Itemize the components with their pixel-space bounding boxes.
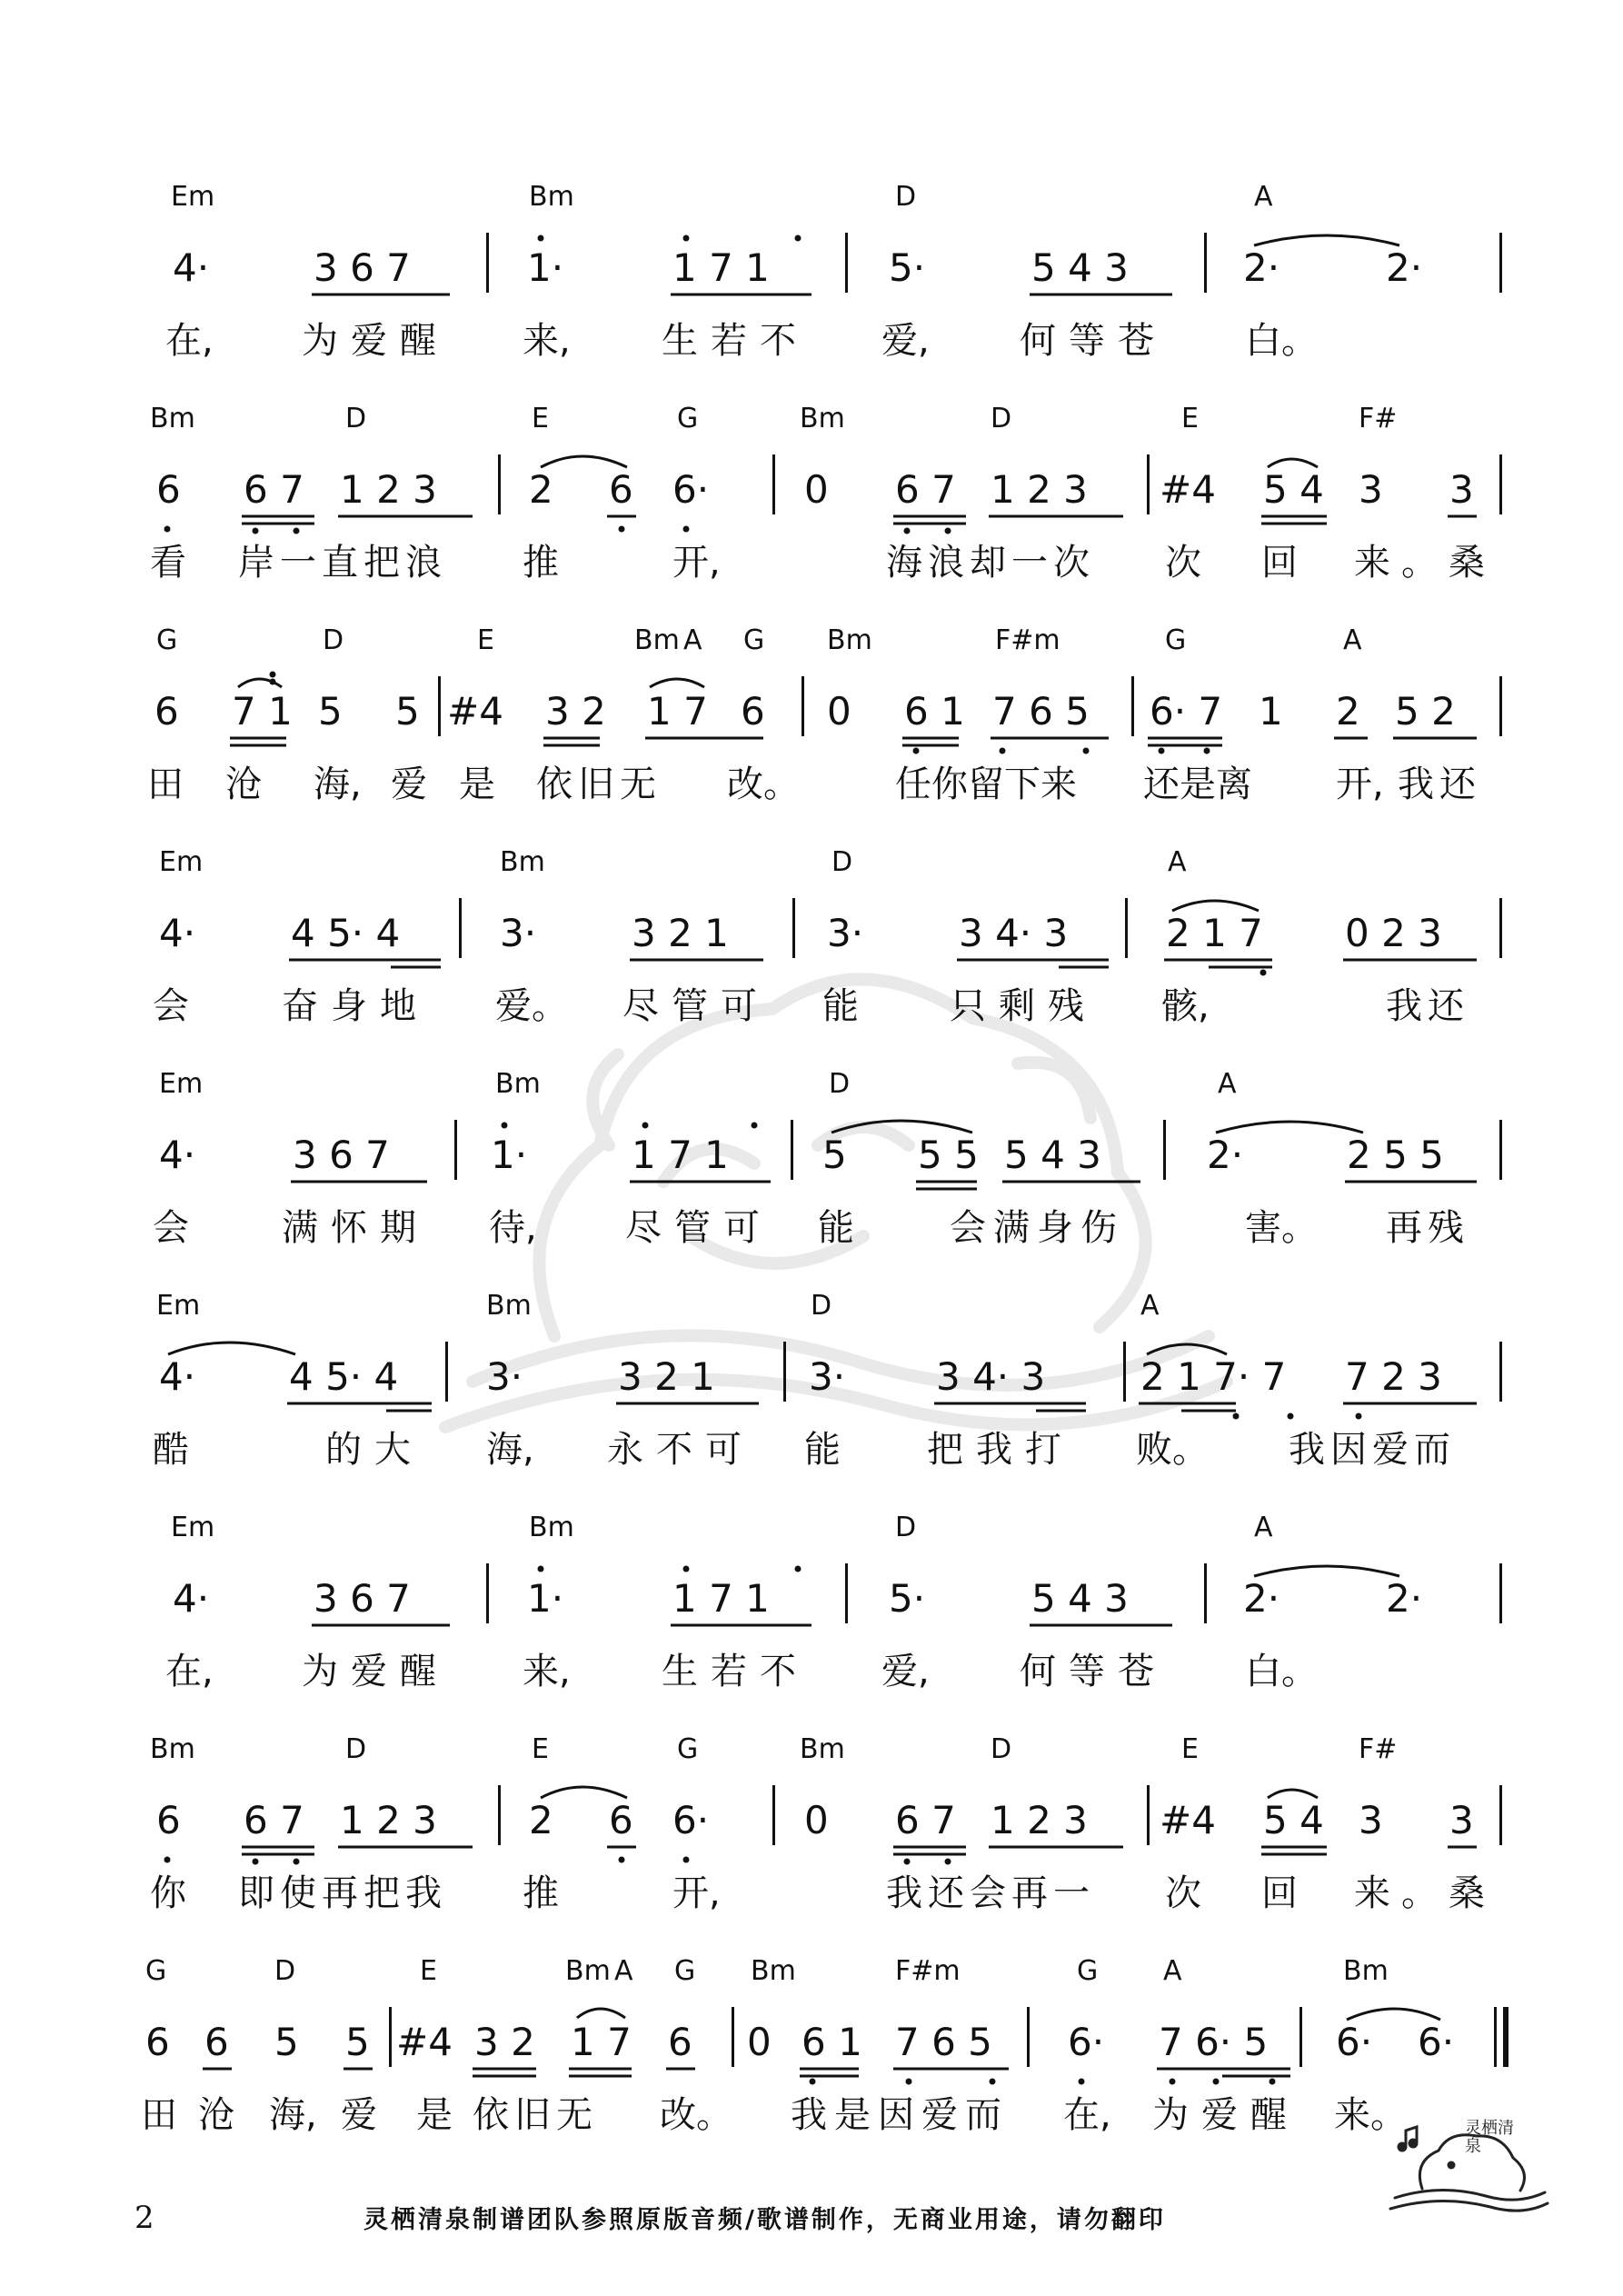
lyric-segment: 我是因爱而 bbox=[791, 2094, 1009, 2136]
chord-label: A bbox=[1254, 181, 1273, 213]
note-group: 6 bbox=[204, 2020, 229, 2064]
note-group: 4 5· 4 bbox=[291, 911, 401, 955]
notation-marks bbox=[0, 458, 1623, 540]
note-group: 4· bbox=[159, 911, 196, 955]
lyric-segment: 爱, bbox=[881, 1651, 930, 1692]
note-group: 5 bbox=[274, 2020, 299, 2064]
note-group: 5 5 bbox=[918, 1133, 979, 1177]
lyric-segment: 次 bbox=[1165, 1872, 1201, 1914]
lyric-segment: 酷 bbox=[153, 1429, 189, 1471]
note-group: 4· bbox=[173, 245, 210, 290]
chord-label: D bbox=[831, 846, 853, 878]
note-group: 5 4 bbox=[1263, 1798, 1324, 1842]
notation-line bbox=[0, 236, 1623, 318]
chord-label: D bbox=[895, 181, 917, 213]
lyric-segment: 还是离 bbox=[1143, 764, 1252, 805]
lyric-segment: 来, bbox=[523, 320, 571, 362]
score-row-8 bbox=[0, 1734, 1623, 1956]
lyric-segment: 即使再把我 bbox=[238, 1872, 447, 1914]
score-row-4 bbox=[0, 847, 1623, 1069]
chord-label: Bm bbox=[150, 1733, 195, 1765]
chord-label: D bbox=[274, 1955, 296, 1987]
lyric-segment: 推 bbox=[523, 542, 559, 584]
note-group: 6 bbox=[145, 2020, 170, 2064]
notation-marks bbox=[0, 2011, 1623, 2092]
note-group: 1 7 1 bbox=[632, 1133, 729, 1177]
lyric-segment: 白。 bbox=[1245, 320, 1318, 362]
lyric-segment: 爱 bbox=[391, 764, 427, 805]
note-group: 6 7 bbox=[895, 467, 956, 512]
chord-label: E bbox=[477, 624, 494, 656]
note-group: 1 bbox=[1259, 689, 1283, 734]
note-group: 5· bbox=[889, 1576, 926, 1621]
lyric-segment: 只剩残 bbox=[950, 985, 1097, 1027]
lyric-segment: 沧 bbox=[198, 2094, 234, 2136]
note-group: 2 bbox=[529, 1798, 553, 1842]
note-group: 1 7 bbox=[647, 689, 708, 734]
note-group: 7 6 5 bbox=[895, 2020, 992, 2064]
note-group: 6 7 bbox=[244, 467, 304, 512]
note-group: 1 2 3 bbox=[340, 1798, 437, 1842]
chord-label: D bbox=[323, 624, 344, 656]
lyric-segment: 爱。 bbox=[495, 985, 568, 1027]
notation-line bbox=[0, 680, 1623, 762]
note-group: 5 bbox=[395, 689, 420, 734]
note-group: 2· bbox=[1386, 245, 1423, 290]
note-group: 6· bbox=[1336, 2020, 1373, 2064]
notation-marks bbox=[0, 1345, 1623, 1427]
chord-label: Em bbox=[159, 1068, 204, 1100]
lyric-segment: 开, bbox=[672, 542, 721, 584]
chord-label: D bbox=[895, 1512, 917, 1543]
note-group: 3 bbox=[1449, 1798, 1474, 1842]
lyric-segment: 推 bbox=[523, 1872, 559, 1914]
lyric-segment: 何等苍 bbox=[1020, 320, 1167, 362]
lyric-segment: 为爱醒 bbox=[1152, 2094, 1299, 2136]
lyric-segment: 能 bbox=[822, 985, 859, 1027]
lyric-segment: 来。 bbox=[1334, 2094, 1407, 2136]
lyric-segment: 任你留下来 bbox=[895, 764, 1077, 805]
lyric-segment: 田 bbox=[147, 764, 184, 805]
chord-label: Em bbox=[159, 846, 204, 878]
chord-label: F#m bbox=[895, 1955, 961, 1987]
note-group: 5 4 3 bbox=[1031, 1576, 1129, 1621]
score-row-3 bbox=[0, 625, 1623, 847]
lyric-segment: 我还会再一 bbox=[886, 1872, 1095, 1914]
note-group: 6 7 bbox=[895, 1798, 956, 1842]
note-group: 6 bbox=[609, 467, 633, 512]
lyric-segment: 我还 bbox=[1386, 985, 1469, 1027]
note-group: 1 7 1 bbox=[672, 1576, 770, 1621]
chord-label: E bbox=[532, 1733, 549, 1765]
note-group: 5 4 3 bbox=[1031, 245, 1129, 290]
lyric-segment: 何等苍 bbox=[1020, 1651, 1167, 1692]
chord-label: D bbox=[345, 1733, 367, 1765]
note-group: 2· bbox=[1243, 1576, 1280, 1621]
note-group: 5 bbox=[345, 2020, 370, 2064]
note-group: 5 bbox=[318, 689, 343, 734]
lyric-segment: 你 bbox=[150, 1872, 186, 1914]
chord-label: G bbox=[156, 624, 178, 656]
note-group: 2· bbox=[1207, 1133, 1244, 1177]
note-group: 6 1 bbox=[802, 2020, 862, 2064]
score-row-2 bbox=[0, 404, 1623, 625]
lyric-segment: 来。桑 bbox=[1354, 1872, 1496, 1914]
lyric-segment: 能 bbox=[804, 1429, 841, 1471]
score-row-5 bbox=[0, 1069, 1623, 1291]
chord-label: Bm bbox=[565, 1955, 611, 1987]
note-group: 2 1 7· 7 bbox=[1140, 1354, 1287, 1399]
lyric-segment: 在, bbox=[165, 1651, 214, 1692]
note-group: 3· bbox=[827, 911, 864, 955]
note-group: 3 2 bbox=[545, 689, 606, 734]
chord-label: Bm bbox=[529, 181, 574, 213]
chord-label: F#m bbox=[995, 624, 1060, 656]
note-group: 6· bbox=[672, 467, 710, 512]
note-group: 3 bbox=[1449, 467, 1474, 512]
lyric-segment: 尽管可 bbox=[625, 1207, 772, 1249]
chord-label: A bbox=[614, 1955, 633, 1987]
chord-label: A bbox=[1218, 1068, 1237, 1100]
chord-label: Bm bbox=[486, 1290, 532, 1322]
note-group: 2 5 5 bbox=[1347, 1133, 1444, 1177]
note-group: 3 4· 3 bbox=[936, 1354, 1046, 1399]
chord-label: A bbox=[683, 624, 702, 656]
lyric-segment: 生若不 bbox=[662, 320, 809, 362]
lyric-segment: 为爱醒 bbox=[302, 320, 449, 362]
note-group: 4· bbox=[159, 1133, 196, 1177]
note-group: 6 bbox=[154, 689, 179, 734]
lyric-segment: 败。 bbox=[1136, 1429, 1209, 1471]
chord-label: Bm bbox=[634, 624, 680, 656]
notation-marks bbox=[0, 1789, 1623, 1871]
note-group: 1 2 3 bbox=[991, 467, 1088, 512]
note-group: 3 2 bbox=[474, 2020, 535, 2064]
chord-label: E bbox=[420, 1955, 437, 1987]
notation-line bbox=[0, 902, 1623, 983]
lyric-segment: 白。 bbox=[1245, 1651, 1318, 1692]
chord-label: Bm bbox=[800, 403, 845, 434]
chord-label: A bbox=[1168, 846, 1187, 878]
lyric-segment: 来。桑 bbox=[1354, 542, 1496, 584]
lyric-segment: 依旧无 bbox=[473, 2094, 598, 2136]
note-group: 3 2 1 bbox=[618, 1354, 715, 1399]
note-group: 4· bbox=[159, 1354, 196, 1399]
note-group: 0 bbox=[747, 2020, 772, 2064]
footer-credit: 灵栖清泉制谱团队参照原版音频/歌谱制作，无商业用途，请勿翻印 bbox=[363, 2206, 1166, 2234]
chord-label: Em bbox=[171, 181, 215, 213]
note-group: 7 2 3 bbox=[1345, 1354, 1442, 1399]
chord-label: G bbox=[674, 1955, 696, 1987]
score-row-7 bbox=[0, 1512, 1623, 1734]
chord-label: F# bbox=[1359, 403, 1398, 434]
lyric-segment: 改。 bbox=[660, 2094, 732, 2136]
score-row-1 bbox=[0, 182, 1623, 404]
lyric-segment: 岸一直把浪 bbox=[238, 542, 447, 584]
chord-label: F# bbox=[1359, 1733, 1398, 1765]
note-group: 6 1 bbox=[904, 689, 965, 734]
chord-label: E bbox=[1181, 1733, 1199, 1765]
chord-label: Bm bbox=[150, 403, 195, 434]
lyric-segment: 回 bbox=[1261, 542, 1298, 584]
corner-logo-text: 灵栖清泉 bbox=[1465, 2119, 1514, 2156]
lyric-segment: 次 bbox=[1165, 542, 1201, 584]
note-group: 6· 7 bbox=[1150, 689, 1223, 734]
lyric-segment: 是 bbox=[459, 764, 495, 805]
note-group: 2· bbox=[1243, 245, 1280, 290]
note-group: 6 bbox=[609, 1798, 633, 1842]
lyric-segment: 来, bbox=[523, 1651, 571, 1692]
chord-label: D bbox=[345, 403, 367, 434]
lyric-segment: 尽管可 bbox=[622, 985, 770, 1027]
note-group: 1 7 bbox=[571, 2020, 632, 2064]
note-group: 6 bbox=[668, 2020, 692, 2064]
lyric-segment: 我因爱而 bbox=[1289, 1429, 1456, 1471]
note-group: 3 bbox=[1359, 1798, 1383, 1842]
notation-marks bbox=[0, 902, 1623, 983]
chord-label: Bm bbox=[827, 624, 872, 656]
notation-line bbox=[0, 1789, 1623, 1871]
page-number: 2 bbox=[134, 2200, 154, 2236]
note-group: 7 6 5 bbox=[992, 689, 1090, 734]
lyric-segment: 为爱醒 bbox=[302, 1651, 449, 1692]
lyric-segment: 会满身伤 bbox=[950, 1207, 1124, 1249]
chord-label: Bm bbox=[500, 846, 545, 878]
score-row-6 bbox=[0, 1291, 1623, 1512]
note-group: 6 bbox=[156, 1798, 181, 1842]
notation-marks bbox=[0, 236, 1623, 318]
note-group: 3 bbox=[1359, 467, 1383, 512]
note-group: 1 7 1 bbox=[672, 245, 770, 290]
notation-line bbox=[0, 1345, 1623, 1427]
lyric-segment: 把我打 bbox=[927, 1429, 1074, 1471]
notation-marks bbox=[0, 1123, 1623, 1205]
lyric-segment: 再残 bbox=[1386, 1207, 1469, 1249]
chord-label: D bbox=[829, 1068, 851, 1100]
note-group: 4 5· 4 bbox=[289, 1354, 399, 1399]
lyric-segment: 开, bbox=[1336, 764, 1384, 805]
lyric-segment: 沧 bbox=[225, 764, 262, 805]
note-group: 3 2 1 bbox=[632, 911, 729, 955]
lyric-segment: 永不可 bbox=[607, 1429, 754, 1471]
note-group: 3· bbox=[809, 1354, 846, 1399]
note-group: 5 bbox=[822, 1133, 847, 1177]
chord-label: G bbox=[677, 403, 699, 434]
note-group: 1· bbox=[527, 245, 564, 290]
lyric-segment: 爱, bbox=[881, 320, 930, 362]
lyric-segment: 依旧无 bbox=[536, 764, 662, 805]
chord-label: Bm bbox=[1343, 1955, 1389, 1987]
note-group: 6 7 bbox=[244, 1798, 304, 1842]
chord-label: D bbox=[991, 403, 1012, 434]
note-group: 7 1 bbox=[232, 689, 293, 734]
note-group: 3· bbox=[486, 1354, 523, 1399]
note-group: 6 bbox=[741, 689, 765, 734]
note-group: 3 6 7 bbox=[314, 1576, 411, 1621]
notation-line bbox=[0, 458, 1623, 540]
chord-label: G bbox=[743, 624, 765, 656]
note-group: 5 4 bbox=[1263, 467, 1324, 512]
note-group: 3 6 7 bbox=[314, 245, 411, 290]
lyric-segment: 回 bbox=[1261, 1872, 1298, 1914]
note-group: #4 bbox=[1160, 1798, 1216, 1842]
note-group: 3 6 7 bbox=[293, 1133, 390, 1177]
note-group: 0 bbox=[804, 467, 829, 512]
chord-label: G bbox=[677, 1733, 699, 1765]
chord-label: Bm bbox=[529, 1512, 574, 1543]
note-group: 3 4· 3 bbox=[959, 911, 1069, 955]
note-group: 1 2 3 bbox=[340, 467, 437, 512]
note-group: 6· bbox=[1068, 2020, 1105, 2064]
note-group: 0 2 3 bbox=[1345, 911, 1442, 955]
note-group: 3· bbox=[500, 911, 537, 955]
note-group: 6 bbox=[156, 467, 181, 512]
lyric-segment: 奋身地 bbox=[282, 985, 429, 1027]
note-group: 4· bbox=[173, 1576, 210, 1621]
note-group: 1 2 3 bbox=[991, 1798, 1088, 1842]
notation-line bbox=[0, 2011, 1623, 2092]
note-group: 2 bbox=[1336, 689, 1360, 734]
chord-label: D bbox=[811, 1290, 832, 1322]
lyric-segment: 能 bbox=[818, 1207, 854, 1249]
chord-label: Em bbox=[156, 1290, 201, 1322]
note-group: 2 bbox=[529, 467, 553, 512]
lyric-segment: 会 bbox=[153, 985, 189, 1027]
note-group: #4 bbox=[1160, 467, 1216, 512]
note-group: #4 bbox=[447, 689, 503, 734]
note-group: #4 bbox=[396, 2020, 453, 2064]
lyric-segment: 满怀期 bbox=[282, 1207, 429, 1249]
lyric-segment: 海浪却一次 bbox=[886, 542, 1095, 584]
note-group: 7 6· 5 bbox=[1159, 2020, 1269, 2064]
note-group: 1· bbox=[491, 1133, 528, 1177]
chord-label: Em bbox=[171, 1512, 215, 1543]
note-group: 1· bbox=[527, 1576, 564, 1621]
chord-label: Bm bbox=[751, 1955, 796, 1987]
notation-line bbox=[0, 1567, 1623, 1649]
chord-label: A bbox=[1163, 1955, 1182, 1987]
lyric-segment: 骸, bbox=[1161, 985, 1210, 1027]
note-group: 5· bbox=[889, 245, 926, 290]
lyric-segment: 我还 bbox=[1398, 764, 1481, 805]
chord-label: Bm bbox=[800, 1733, 845, 1765]
lyric-segment: 爱 bbox=[341, 2094, 377, 2136]
lyric-segment: 在, bbox=[165, 320, 214, 362]
lyric-segment: 改。 bbox=[727, 764, 800, 805]
chord-label: A bbox=[1254, 1512, 1273, 1543]
lyric-segment: 海, bbox=[314, 764, 362, 805]
notation-line bbox=[0, 1123, 1623, 1205]
lyric-segment: 生若不 bbox=[662, 1651, 809, 1692]
chord-label: A bbox=[1343, 624, 1362, 656]
lyric-segment: 海, bbox=[486, 1429, 534, 1471]
notation-marks bbox=[0, 680, 1623, 762]
lyric-segment: 田 bbox=[141, 2094, 177, 2136]
lyric-segment: 待, bbox=[489, 1207, 537, 1249]
lyric-segment: 会 bbox=[153, 1207, 189, 1249]
note-group: 6· bbox=[1418, 2020, 1455, 2064]
chord-label: E bbox=[1181, 403, 1199, 434]
chord-label: D bbox=[991, 1733, 1012, 1765]
note-group: 2· bbox=[1386, 1576, 1423, 1621]
note-group: 6· bbox=[672, 1798, 710, 1842]
chord-label: G bbox=[1077, 1955, 1099, 1987]
note-group: 0 bbox=[827, 689, 851, 734]
note-group: 2 1 7 bbox=[1166, 911, 1263, 955]
chord-label: G bbox=[145, 1955, 167, 1987]
note-group: 5 4 3 bbox=[1004, 1133, 1101, 1177]
lyric-segment: 的大 bbox=[325, 1429, 423, 1471]
notation-marks bbox=[0, 1567, 1623, 1649]
chord-label: G bbox=[1165, 624, 1187, 656]
lyric-segment: 开, bbox=[672, 1872, 721, 1914]
lyric-segment: 在, bbox=[1063, 2094, 1111, 2136]
chord-label: A bbox=[1140, 1290, 1160, 1322]
chord-label: E bbox=[532, 403, 549, 434]
lyric-segment: 海, bbox=[269, 2094, 317, 2136]
note-group: 5 2 bbox=[1395, 689, 1456, 734]
lyric-segment: 看 bbox=[150, 542, 186, 584]
lyric-segment: 害。 bbox=[1245, 1207, 1318, 1249]
score-row-9 bbox=[0, 1956, 1623, 2178]
note-group: 0 bbox=[804, 1798, 829, 1842]
chord-label: Bm bbox=[495, 1068, 541, 1100]
lyric-segment: 是 bbox=[416, 2094, 453, 2136]
